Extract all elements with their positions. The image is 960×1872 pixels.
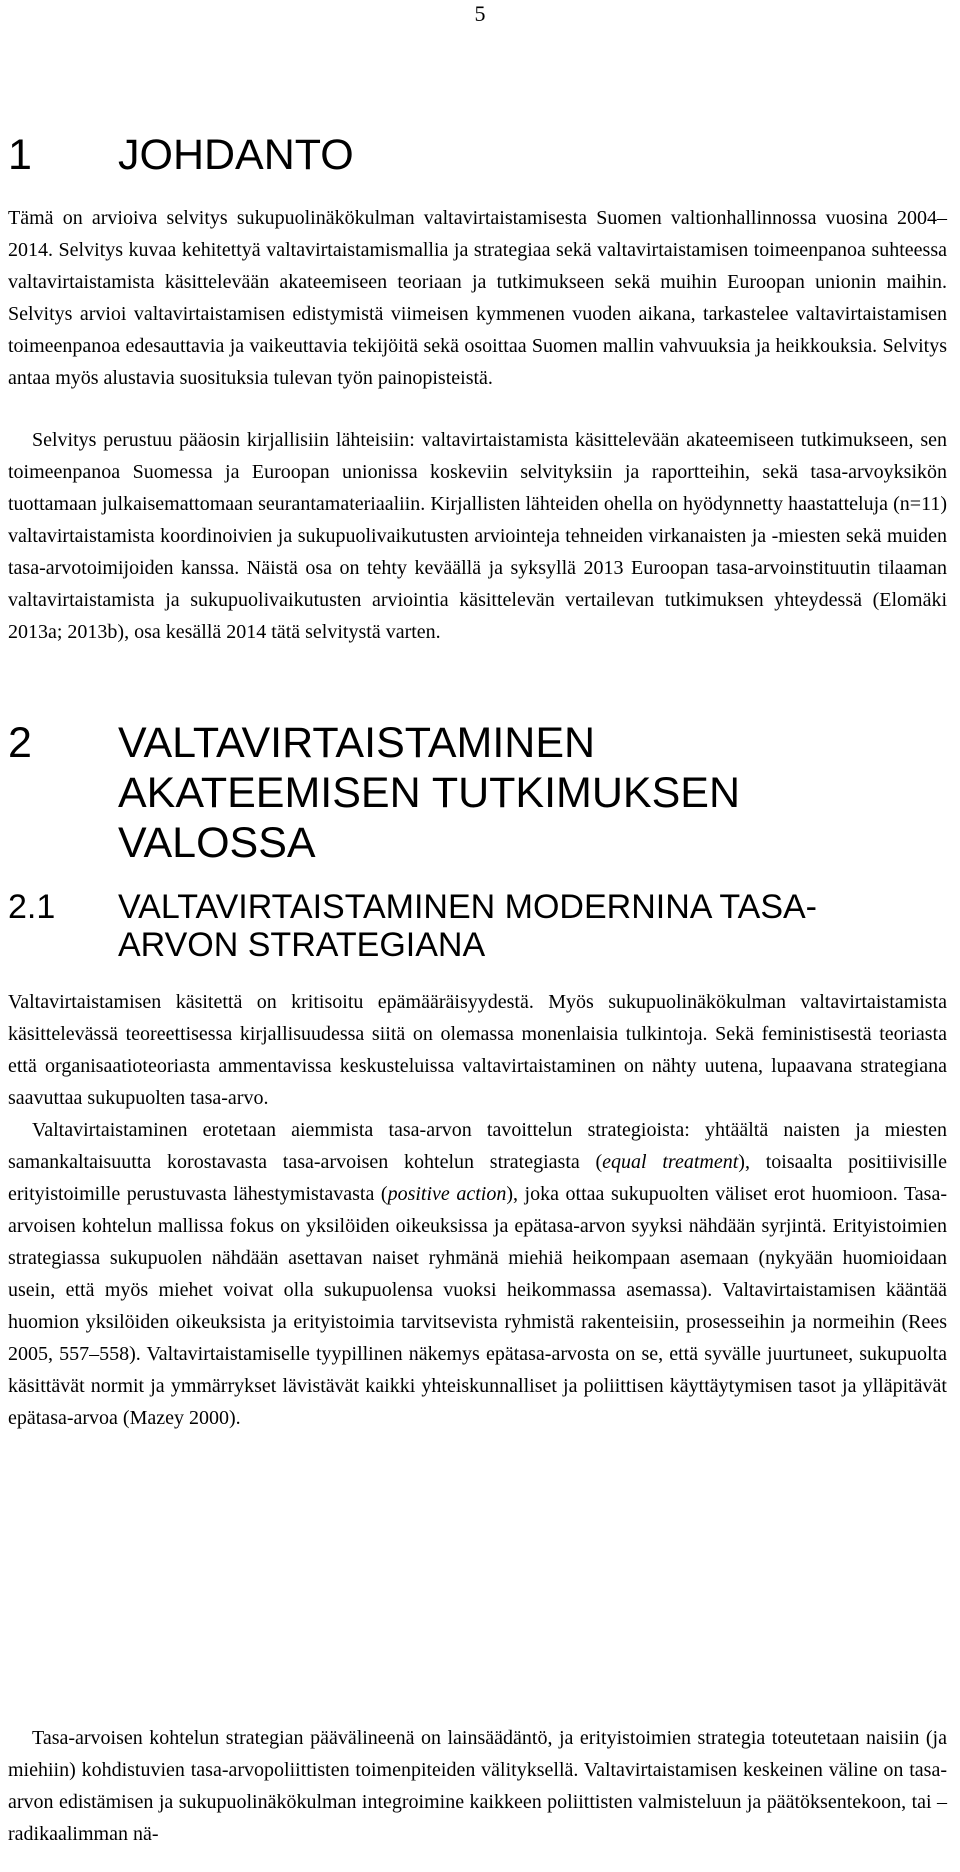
term-equal-treatment: equal treatment xyxy=(602,1151,739,1173)
term-positive-action: positive action xyxy=(387,1183,507,1205)
intro-paragraph-2-text: Selvitys perustuu pääosin kirjallisiin lähteisiin: valtavirtaistamista käsittelevään akateemiseen tutkimukseen, sen toimeenpanoa Suomessa ja Euroopan unionissa koskeviin selvityksiin ja raportteihin, sekä tasa-arvoyksikön tuottamaan julkaisemattomaan seurantamateriaaliin. Kirjallisten lähteiden ohella on hyödynnetty haastatteluja (n=11) valtavirtaistamista koordinoivien ja sukupuolivaikutusten arviointeja tehneiden virkanaisten ja -miesten sekä muiden tasa-arvotoimijoiden kanssa. Näistä osa on tehty keväällä ja syksyllä 2013 Euroopan tasa-arvoinstituutin tilaaman valtavirtaistamista ja sukupuolivaikutusten arviointia käsittelevän vertailevan tutkimuksen yhteydessä (Elomäki 2013a; 2013b), osa kesällä 2014 tätä selvitystä varten. xyxy=(8,429,947,643)
section-2-1-paragraph-1: Valtavirtaistamisen käsitettä on kritisoitu epämääräisyydestä. Myös sukupuolinäkökulman valtavirtaistamista käsittelevässä teoreettisessa kirjallisuudessa siitä on olemassa monenlaisia tulkintoja. Sekä feministisestä teoriasta että organisaatioteoriasta ammentavissa keskusteluissa valtavirtaistaminen on nähty uutena, lupaavana strategiana saavuttaa sukupuolten tasa-arvo. xyxy=(8,991,947,1109)
intro-paragraph-2 xyxy=(8,424,947,648)
section-2-number: 2 xyxy=(8,719,32,767)
section-2-1-title-line-2: ARVON STRATEGIANA xyxy=(118,926,486,964)
intro-paragraph-1: Tämä on arvioiva selvitys sukupuolinäkökulman valtavirtaistamisesta Suomen valtionhallinnossa vuosina 2004–2014. Selvitys kuvaa kehitettyä valtavirtaistamismallia ja strategiaa sekä valtavirtaistamisen toimeenpanoa suhteessa valtavirtaistamista käsittelevään akateemiseen teoriaan ja tutkimukseen sekä muihin Euroopan unionin maihin. Selvitys arvioi valtavirtaistamisen edistymistä viimeisen kymmenen vuoden aikana, tarkastelee valtavirtaistamisen toimeenpanoa edesauttavia ja vaikeuttavia tekijöitä sekä osoittaa Suomen mallin vahvuuksia ja heikkouksia. Selvitys antaa myös alustavia suosituksia tulevan työn painopisteistä. xyxy=(8,207,947,389)
section-2-1-title-line-1: VALTAVIRTAISTAMINEN MODERNINA TASA- xyxy=(118,888,817,926)
section-2-title-line-2: AKATEEMISEN TUTKIMUKSEN xyxy=(118,769,741,817)
paragraph-3-text: Tasa-arvoisen kohtelun strategian päävälineenä on lainsäädäntö, ja erityistoimien strategia toteutetaan naisiin (ja miehiin) kohdistuvien tasa-arvopoliittisten toimenpiteiden välityksellä. Valtavirtaistamisen keskeinen väline on tasa-arvon edistämisen ja sukupuolinäkökulman integroimine kaikkeen poliittisten valmisteluun ja päätöksentekoon, tai – radikaalimman nä- xyxy=(8,1727,947,1845)
section-2-title-line-3: VALOSSA xyxy=(118,819,316,867)
paragraph-2-part-c: ), joka ottaa sukupuolten väliset erot huomioon. Tasa-arvoisen kohtelun mallissa fokus on yksilöiden oikeuksissa ja epätasa-arvon syyksi nähdään syrjintä. Erityistoimien strategiassa sukupuolen nähdään asettavan naiset ryhmänä miehiä heikompaan asemaan (nykyään huomioidaan usein, että myös miehet voivat olla sukupuolensa vuoksi heikommassa asemassa). Valtavirtaistamisen kääntää huomion yksilöiden oikeuksista ja erityistoimia tarvitsevista ryhmistä rakenteisiin, prosesseihin ja normeihin (Rees 2005, 557–558). Valtavirtaistamiselle tyypillinen näkemys epätasa-arvosta on se, että syvälle juurtuneet, sukupuolta käsittävät normit ja ymmärrykset lävistävät kaikki yhteiskunnalliset ja poliittisen käyttäytymisen tasot ja ylläpitävät epätasa-arvoa (Mazey 2000). xyxy=(8,1183,947,1429)
section-2-title-line-1: VALTAVIRTAISTAMINEN xyxy=(118,719,596,767)
section-2-1-paragraph-3 xyxy=(8,1722,947,1850)
paragraph-2-part-a: Valtavirtaistaminen erotetaan aiemmista tasa-arvon tavoittelun strategioista: yhtäältä naisten ja miesten samankaltaisuutta korostavasta tasa-arvoisen kohtelun strategiasta ( xyxy=(8,1119,947,1173)
paragraph-2-part-b: ), toisaalta positiivisille erityistoimille perustuvasta lähestymistavasta ( xyxy=(8,1151,947,1205)
section-1-number: 1 xyxy=(8,131,32,179)
page-number: 5 xyxy=(474,1,486,26)
section-1-title: JOHDANTO xyxy=(118,131,354,179)
section-2-1-paragraph-2 xyxy=(8,1114,947,1434)
section-2-1-number: 2.1 xyxy=(8,888,56,926)
